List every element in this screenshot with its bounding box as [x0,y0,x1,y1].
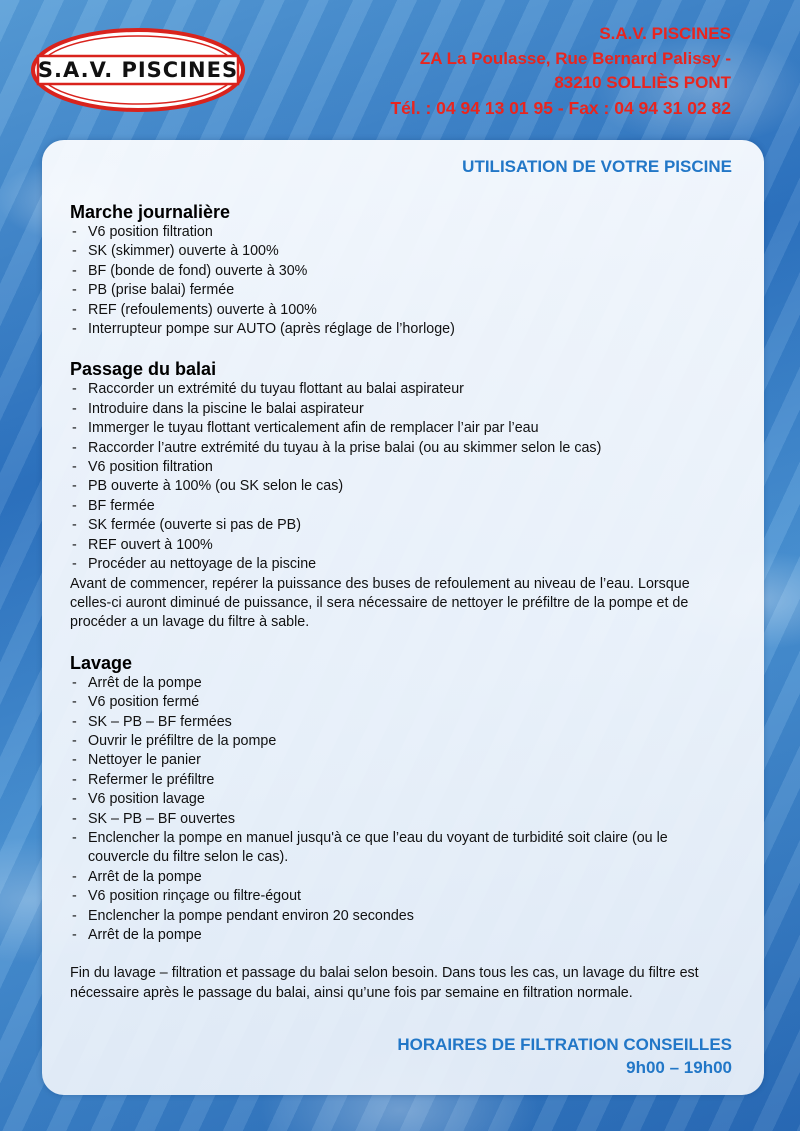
list-item: - REF ouvert à 100% [70,536,730,555]
list-item: - PB ouverte à 100% (ou SK selon le cas) [70,477,730,496]
filtration-hours-title: HORAIRES DE FILTRATION CONSEILLES [397,1035,732,1054]
list-item: - V6 position filtration [70,223,730,242]
list-item: - PB (prise balai) fermée [70,281,730,300]
list-item: - BF fermée [70,497,730,516]
list-item: - Enclencher la pompe pendant environ 20 secondes [70,907,730,926]
list-item: - V6 position filtration [70,458,730,477]
list-item: - SK fermée (ouverte si pas de PB) [70,516,730,535]
list-item: - Arrêt de la pompe [70,868,730,887]
balai-note: Avant de commencer, repérer la puissance des buses de refoulement au niveau de l’eau. Lorsque celles-ci auront diminué de puissance, il sera nécessaire de nettoyer le préfiltre de la pompe et de procéder a un lavage du filtre à sable. [70,575,690,631]
list-item: - Immerger le tuyau flottant verticalement afin de remplacer l’air par l’eau [70,419,730,438]
list-item: - Raccorder un extrémité du tuyau flottant au balai aspirateur [70,380,730,399]
company-info [311,22,731,120]
list-item: - Arrêt de la pompe [70,926,730,945]
list-item: - Introduire dans la piscine le balai aspirateur [70,400,730,419]
list-item: - Nettoyer le panier [70,751,730,770]
list-item: - Refermer le préfiltre [70,771,730,790]
list-item: - Procéder au nettoyage de la piscine [70,555,730,574]
company-phone: Tél. : 04 94 13 01 95 - Fax : 04 94 31 02 82 [390,97,731,118]
list-item: - Enclencher la pompe en manuel jusqu'à ce que l’eau du voyant de turbidité soit claire (ou le couvercle du filtre selon le cas). [70,829,730,868]
list-item: - Ouvrir le préfiltre de la pompe [70,732,730,751]
marche-list [70,223,730,339]
list-item: - SK – PB – BF fermées [70,713,730,732]
balai-list [70,380,730,574]
list-item: - V6 position fermé [70,693,730,712]
list-item: - V6 position lavage [70,790,730,809]
list-item: - BF (bonde de fond) ouverte à 30% [70,262,730,281]
lavage-note: Fin du lavage – filtration et passage du balai selon besoin. Dans tous les cas, un lavage du filtre est nécessaire après le passage du balai, ainsi qu’une fois par semaine en filtration normale. [70,965,699,1001]
company-address-line2: 83210 SOLLIÈS PONT [554,73,731,92]
company-name: S.A.V. PISCINES [599,24,731,43]
company-logo [30,28,246,112]
list-item: - SK – PB – BF ouvertes [70,810,730,829]
content-panel [42,140,764,1095]
balai-title: Passage du balai [70,359,217,380]
list-item: - REF (refoulements) ouverte à 100% [70,301,730,320]
list-item: - V6 position rinçage ou filtre-égout [70,887,730,906]
list-item: - Arrêt de la pompe [70,674,730,693]
lavage-title: Lavage [70,652,133,673]
filtration-hours [397,1033,732,1079]
list-item: - Interrupteur pompe sur AUTO (après réglage de l’horloge) [70,320,730,339]
list-item: - Raccorder l’autre extrémité du tuyau à la prise balai (ou au skimmer selon le cas) [70,439,730,458]
lavage-list [70,674,730,946]
list-item: - SK (skimmer) ouverte à 100% [70,242,730,261]
instructions [70,201,730,1003]
marche-title: Marche journalière [70,202,231,222]
company-address-line1: ZA La Poulasse, Rue Bernard Palissy - [419,48,731,68]
filtration-hours-value: 9h00 – 19h00 [626,1058,732,1077]
logo-text: S.A.V. PISCINES [37,58,239,82]
section-title: UTILISATION DE VOTRE PISCINE [462,157,732,176]
